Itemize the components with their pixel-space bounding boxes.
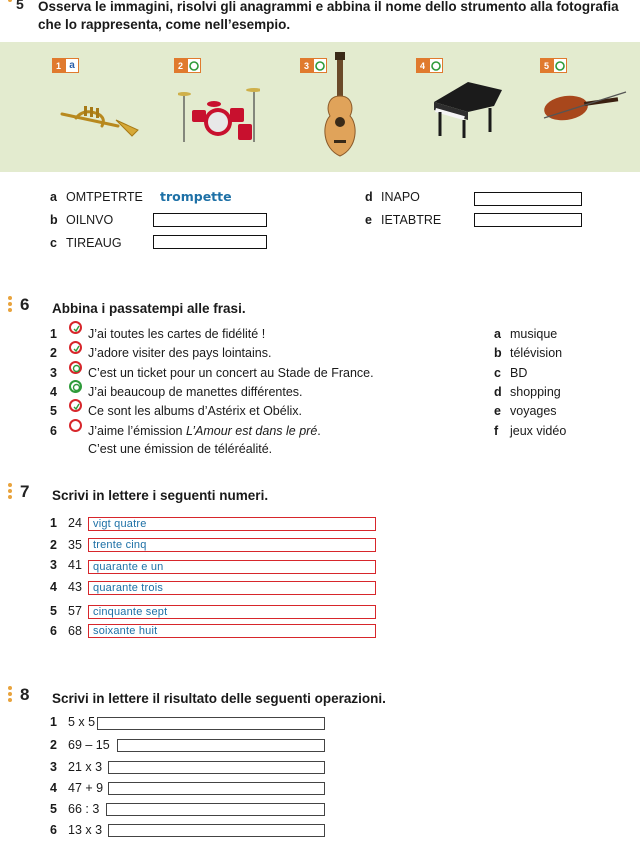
item-number: 2 <box>50 738 57 752</box>
anagram-word: OMTPETRTE <box>66 190 143 204</box>
number-item-3 <box>50 558 82 572</box>
photo-badge-2[interactable] <box>174 58 201 73</box>
item-number: 3 <box>50 760 57 774</box>
sentence-number: 6 <box>50 424 57 438</box>
photo-badge-1[interactable] <box>52 58 79 73</box>
number-item-1 <box>50 516 82 530</box>
sentence-number: 2 <box>50 346 57 360</box>
option-letter: b <box>494 346 502 360</box>
operation-item-4 <box>50 781 103 795</box>
sentence-2 <box>50 346 271 360</box>
badge-number: 5 <box>540 58 553 73</box>
operation-item-1 <box>50 715 95 729</box>
anagram-e <box>365 213 441 227</box>
sentence-text: J’ai beaucoup de manettes différentes. <box>88 385 303 399</box>
anagram-a-answer[interactable]: trompette <box>160 189 232 204</box>
option-letter: e <box>494 404 501 418</box>
sentence-6-continuation: C’est une émission de téléréalité. <box>88 442 273 456</box>
operation-item-3 <box>50 760 102 774</box>
anagram-c-answer-box[interactable] <box>153 235 267 249</box>
option-text: shopping <box>510 385 561 399</box>
item-letter: e <box>365 213 372 227</box>
exercise-5-number: 5 <box>16 0 24 12</box>
operation-item-5 <box>50 802 99 816</box>
item-number: 2 <box>50 538 57 552</box>
option-text: BD <box>510 366 528 380</box>
anagram-b-answer-box[interactable] <box>153 213 267 227</box>
number-answer-2[interactable]: trente cinq <box>93 539 147 551</box>
drum-kit-image <box>178 76 260 146</box>
item-number: 3 <box>50 558 57 572</box>
number-item-4 <box>50 580 82 594</box>
operation-answer-box-4[interactable] <box>108 782 325 795</box>
badge-number: 1 <box>52 58 65 73</box>
number-answer-6[interactable]: soixante huit <box>93 625 158 637</box>
anagram-a <box>50 190 143 204</box>
sentence-number: 1 <box>50 327 57 341</box>
exercise-8-number: 8 <box>20 685 30 704</box>
operation-answer-box-3[interactable] <box>108 761 325 774</box>
option-c <box>494 366 527 380</box>
anagram-word: INAPO <box>381 190 420 204</box>
item-value: 35 <box>68 538 82 552</box>
option-text: jeux vidéo <box>510 424 567 438</box>
number-item-6 <box>50 624 82 638</box>
sentence-text: J’aime l’émission <box>88 424 186 438</box>
option-letter: c <box>494 366 501 380</box>
answer-circle-6[interactable] <box>69 419 82 432</box>
item-value: 57 <box>68 604 82 618</box>
number-answer-4[interactable]: quarante trois <box>93 582 164 594</box>
sentence-text-end: . <box>317 424 321 438</box>
anagram-d <box>365 190 420 204</box>
guitar-image <box>320 52 360 162</box>
option-a <box>494 327 557 341</box>
exercise-marker <box>8 0 12 4</box>
sentence-text: J’ai toutes les cartes de fidélité ! <box>88 327 266 341</box>
option-letter: d <box>494 385 502 399</box>
exercise-marker <box>8 483 12 501</box>
sentence-4 <box>50 385 303 399</box>
operation-text: 5 x 5 <box>68 715 96 729</box>
exercise-6-number: 6 <box>20 295 30 314</box>
item-value: 41 <box>68 558 82 572</box>
item-value: 24 <box>68 516 82 530</box>
exercise-5-instruction: Osserva le immagini, risolvi gli anagrammi e abbina il nome dello strumento alla fotografia che lo rappresenta, come nell’esempio. <box>38 0 619 32</box>
exercise-7-instruction: Scrivi in lettere i seguenti numeri. <box>52 488 269 503</box>
item-value: 43 <box>68 580 82 594</box>
option-letter: f <box>494 424 499 438</box>
badge-answer-green-check-icon[interactable] <box>187 58 201 73</box>
exercise-8-instruction: Scrivi in lettere il risultato delle seguenti operazioni. <box>52 691 386 706</box>
answer-circle-2[interactable] <box>69 341 82 354</box>
option-letter: a <box>494 327 501 341</box>
option-e <box>494 404 557 418</box>
answer-circle-1[interactable] <box>69 321 82 334</box>
sentence-number: 3 <box>50 366 57 380</box>
anagram-word: OILNVO <box>66 213 114 227</box>
item-letter: b <box>50 213 58 227</box>
anagram-e-answer-box[interactable] <box>474 213 582 227</box>
badge-number: 2 <box>174 58 187 73</box>
anagram-b <box>50 213 113 227</box>
item-letter: d <box>365 190 373 204</box>
option-text: voyages <box>510 404 557 418</box>
answer-circle-5[interactable] <box>69 399 82 412</box>
exercise-marker <box>8 296 12 314</box>
anagram-word: IETABTRE <box>381 213 442 227</box>
badge-answer[interactable]: a <box>65 58 79 73</box>
item-value: 68 <box>68 624 82 638</box>
badge-answer-green-check-icon[interactable] <box>553 58 567 73</box>
operation-answer-box-1[interactable] <box>97 717 325 730</box>
sentence-5 <box>50 404 302 418</box>
exercise-marker <box>8 686 12 704</box>
sentence-6 <box>50 424 321 438</box>
grand-piano-image <box>428 76 508 140</box>
operation-text: 66 : 3 <box>68 802 100 816</box>
item-number: 5 <box>50 802 57 816</box>
item-number: 1 <box>50 516 57 530</box>
number-answer-1[interactable]: vigt quatre <box>93 518 147 530</box>
item-number: 1 <box>50 715 57 729</box>
operation-text: 21 x 3 <box>68 760 103 774</box>
sentence-title-italic: L’Amour est dans le pré <box>185 424 318 438</box>
sentence-number: 5 <box>50 404 57 418</box>
item-number: 4 <box>50 580 57 594</box>
anagram-word: TIREAUG <box>66 236 122 250</box>
operation-answer-box-5[interactable] <box>106 803 325 816</box>
option-b <box>494 346 562 360</box>
number-answer-5[interactable]: cinquante sept <box>93 606 168 618</box>
item-number: 6 <box>50 823 57 837</box>
operation-text: 13 x 3 <box>68 823 103 837</box>
operation-item-2 <box>50 738 110 752</box>
photo-badge-5[interactable] <box>540 58 567 73</box>
item-number: 4 <box>50 781 57 795</box>
operation-text: 47 + 9 <box>68 781 104 795</box>
sentence-text: J’adore visiter des pays lointains. <box>88 346 272 360</box>
badge-number: 3 <box>300 58 313 73</box>
answer-circle-4[interactable] <box>69 380 82 393</box>
operation-answer-box-6[interactable] <box>108 824 325 837</box>
exercise-6-instruction: Abbina i passatempi alle frasi. <box>52 301 246 316</box>
trumpet-image <box>58 100 140 140</box>
item-letter: a <box>50 190 57 204</box>
badge-answer-green-check-icon[interactable] <box>429 58 443 73</box>
number-item-2 <box>50 538 82 552</box>
answer-circle-3[interactable] <box>69 361 82 374</box>
option-d <box>494 385 561 399</box>
item-number: 5 <box>50 604 57 618</box>
number-answer-3[interactable]: quarante e un <box>93 561 164 573</box>
photo-badge-4[interactable] <box>416 58 443 73</box>
badge-number: 4 <box>416 58 429 73</box>
sentence-text: Ce sont les albums d’Astérix et Obélix. <box>88 404 302 418</box>
operation-item-6 <box>50 823 102 837</box>
operation-text: 69 – 15 <box>68 738 110 752</box>
option-text: musique <box>510 327 558 341</box>
sentence-1 <box>50 327 265 341</box>
option-f <box>494 424 566 438</box>
item-letter: c <box>50 236 57 250</box>
violin-image <box>540 86 630 126</box>
number-item-5 <box>50 604 82 618</box>
sentence-number: 4 <box>50 385 57 399</box>
anagram-d-answer-box[interactable] <box>474 192 582 206</box>
item-number: 6 <box>50 624 57 638</box>
exercise-7-number: 7 <box>20 482 30 501</box>
sentence-3 <box>50 366 374 380</box>
operation-answer-box-2[interactable] <box>117 739 325 752</box>
sentence-text: C’est un ticket pour un concert au Stade de France. <box>88 366 374 380</box>
option-text: télévision <box>510 346 563 360</box>
anagram-c <box>50 236 122 250</box>
